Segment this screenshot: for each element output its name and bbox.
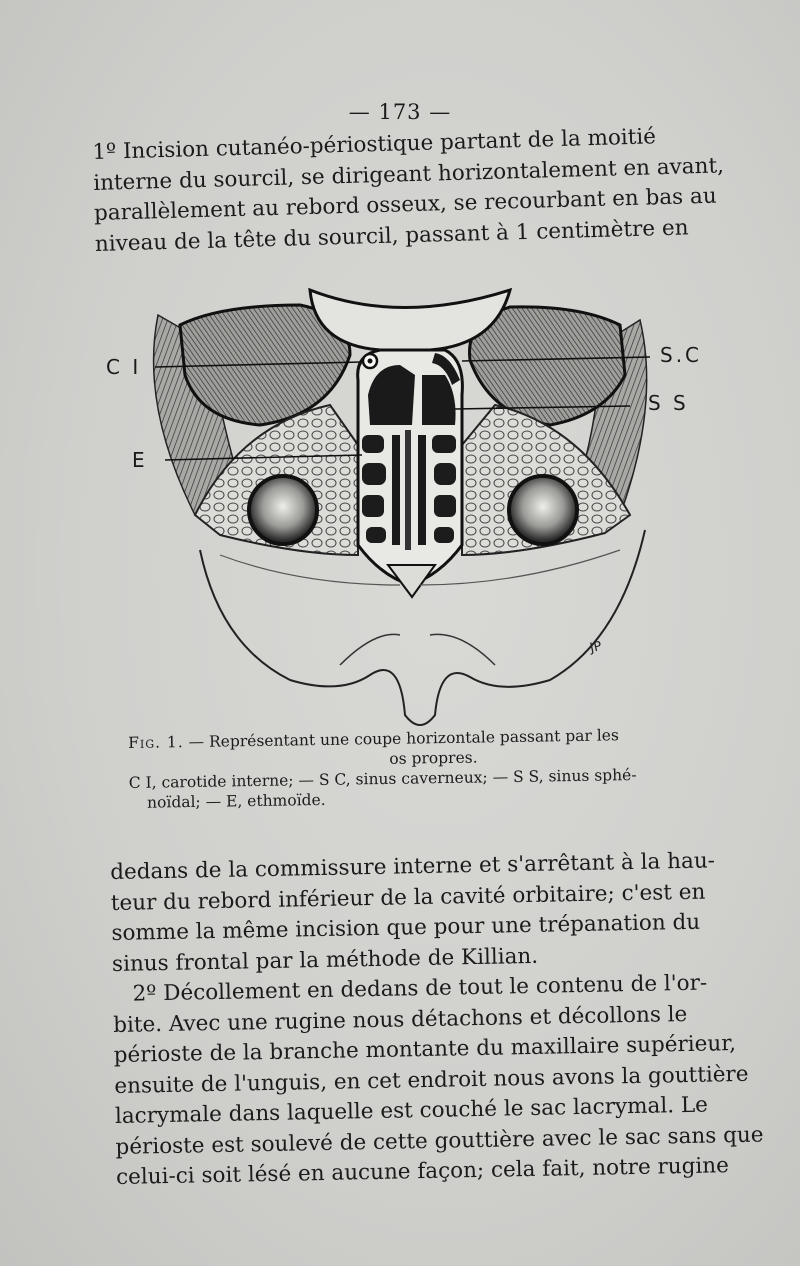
label-ci: C I [106, 355, 142, 379]
text-line: somme la même incision que pour une trépanation du [111, 909, 701, 946]
skull-section-illustration [100, 285, 703, 730]
text-line: périoste de la branche montante du maxillaire supérieur, [113, 1031, 737, 1068]
text-line: 1º Incision cutanéo-périostique partant de la moitié [92, 124, 657, 165]
text-line: ensuite de l'unguis, en cet endroit nous avons la gouttière [114, 1061, 749, 1099]
text-line: 2º Décollement en dedans de tout le contenu de l'or- [132, 970, 708, 1007]
text-line: niveau de la tête du sourcil, passant à 1 centimètre en [94, 214, 689, 257]
caption-line: noïdal; — E, ethmoïde. [146, 790, 326, 812]
label-sc: S.C [660, 343, 703, 367]
caption-line: — Représentant une coupe horizontale passant par les [183, 726, 620, 752]
text-line: sinus frontal par la méthode de Killian. [111, 943, 539, 977]
caption-fig-ref: Fig. 1. [128, 733, 184, 752]
text-line: teur du rebord inférieur de la cavité orbitaire; c'est en [110, 879, 706, 916]
text-line: interne du sourcil, se dirigeant horizontalement en avant, [92, 152, 725, 196]
text-line: dedans de la commissure interne et s'arrêtant à la hau- [110, 848, 716, 885]
caption-line: C I, carotide interne; — S C, sinus caverneux; — S S, sinus sphé- [128, 766, 637, 792]
bottom-paragraph [110, 846, 764, 1194]
text-line: bite. Avec une rugine nous détachons et décollons le [112, 1001, 688, 1038]
text-line: parallèlement au rebord osseux, se recourbant en bas au [93, 183, 717, 226]
figure-caption [128, 723, 739, 813]
text-line: lacrymale dans laquelle est couché le sac lacrymal. Le [114, 1092, 709, 1129]
top-paragraph [92, 120, 725, 260]
text-line: celui-ci soit lésé en aucune façon; cela fait, notre rugine [115, 1153, 730, 1190]
label-e: E [132, 448, 148, 472]
anatomical-figure [100, 285, 703, 730]
caption-line: os propres. [389, 748, 478, 768]
page-number: — 173 — [348, 100, 452, 124]
text-line: périoste est soulevé de cette gouttière avec le sac sans que [115, 1122, 764, 1160]
illustrator-signature: JP [588, 638, 604, 657]
label-ss: S S [648, 391, 689, 415]
